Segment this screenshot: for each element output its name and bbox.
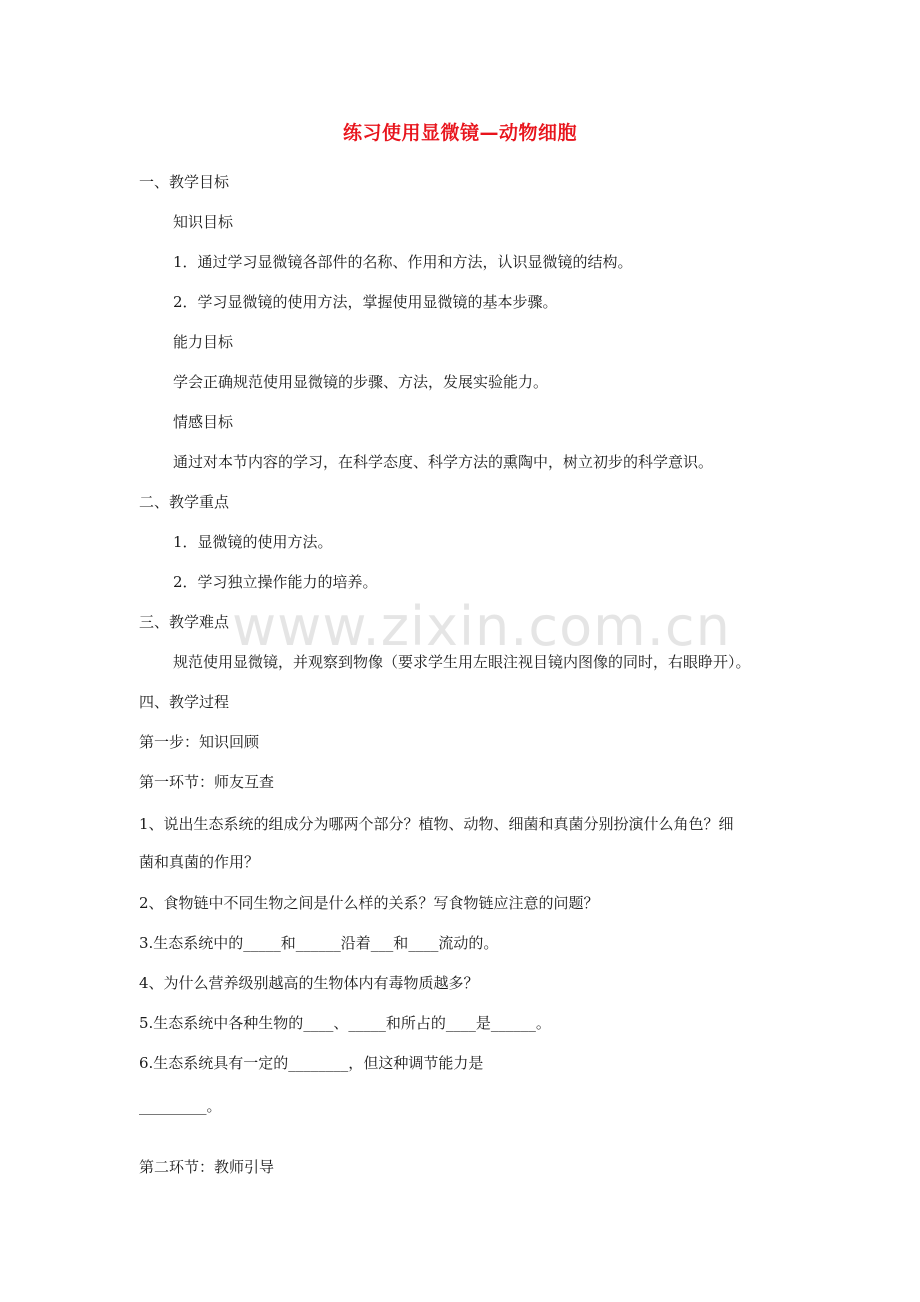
step-1-heading: 第一步：知识回顾 (139, 733, 260, 751)
question-1-line-2: 菌和真菌的作用？ (139, 853, 260, 871)
question-1-line-1: 1、说出生态系统的组成分为哪两个部分？植物、动物、细菌和真菌分别扮演什么角色？细 (139, 815, 734, 833)
stage-1-heading: 第一环节：师友互查 (139, 773, 275, 791)
ability-text: 学会正确规范使用显微镜的步骤、方法，发展实验能力。 (173, 373, 549, 391)
section-heading-objectives: 一、教学目标 (139, 173, 230, 191)
key-point-1: 1．显微镜的使用方法。 (173, 533, 333, 551)
subheading-ability: 能力目标 (173, 333, 234, 351)
watermark: www.zixin.com.cn (232, 595, 731, 658)
question-3: 3.生态系统中的_____和______沿着___和____流动的。 (139, 934, 499, 952)
subheading-knowledge: 知识目标 (173, 213, 234, 231)
difficulty-text: 规范使用显微镜，并观察到物像（要求学生用左眼注视目镜内图像的同时，右眼睁开）。 (173, 653, 751, 671)
key-point-2: 2．学习独立操作能力的培养。 (173, 573, 378, 591)
stage-2-heading: 第二环节：教师引导 (139, 1158, 275, 1176)
question-2: 2、食物链中不同生物之间是什么样的关系？写食物链应注意的问题？ (139, 894, 599, 912)
document-title: 练习使用显微镜—动物细胞 (342, 122, 577, 144)
section-heading-key-points: 二、教学重点 (139, 493, 230, 511)
emotion-text: 通过对本节内容的学习，在科学态度、科学方法的熏陶中，树立初步的科学意识。 (173, 453, 714, 471)
question-5: 5.生态系统中各种生物的____、_____和所占的____是______。 (139, 1014, 551, 1032)
subheading-emotion: 情感目标 (173, 413, 234, 431)
knowledge-item-1: 1．通过学习显微镜各部件的名称、作用和方法，认识显微镜的结构。 (173, 253, 633, 271)
question-6-line-1: 6.生态系统具有一定的________，但这种调节能力是 (139, 1054, 484, 1072)
question-4: 4、为什么营养级别越高的生物体内有毒物质越多？ (139, 974, 479, 992)
question-6-line-2: _________。 (139, 1097, 222, 1115)
section-heading-difficulties: 三、教学难点 (139, 613, 230, 631)
knowledge-item-2: 2．学习显微镜的使用方法，掌握使用显微镜的基本步骤。 (173, 293, 558, 311)
section-heading-process: 四、教学过程 (139, 693, 230, 711)
